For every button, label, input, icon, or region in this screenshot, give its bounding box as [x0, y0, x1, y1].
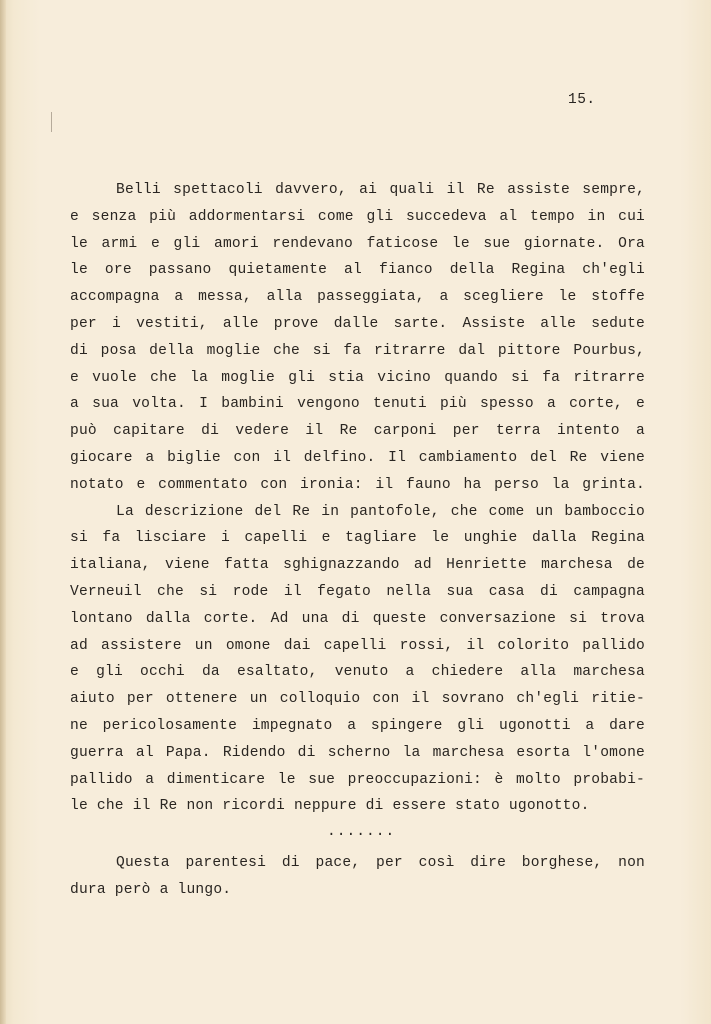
text-line: guerra al Papa. Ridendo di scherno la marchesa esorta l'omone — [70, 744, 645, 761]
main-text — [70, 177, 645, 820]
text-line: può capitare di vedere il Re carponi per terra intento a — [70, 423, 645, 440]
text-line: pallido a dimenticare le sue preoccupazioni: è molto probabi- — [70, 771, 645, 788]
margin-mark — [51, 112, 52, 132]
text-line: giocare a biglie con il delfino. Il cambiamento del Re viene — [70, 449, 645, 466]
text-line: lontano dalla corte. Ad una di queste conversazione si trova — [70, 610, 645, 627]
text-line: a sua volta. I bambini vengono tenuti più spesso a corte, e — [70, 396, 645, 413]
text-line: si fa lisciare i capelli e tagliare le unghie dalla Regina — [70, 530, 645, 547]
text-line: La descrizione del Re in pantofole, che come un bamboccio — [116, 503, 645, 520]
text-line: dura però a lungo. — [70, 881, 232, 898]
text-line: Questa parentesi di pace, per così dire borghese, non — [116, 855, 645, 871]
section-separator: ....... — [327, 824, 396, 840]
text-line: Verneuil che si rode il fegato nella sua casa di campagna — [70, 583, 645, 600]
closing-text — [70, 850, 645, 904]
text-line: ne pericolosamente impegnato a spingere gli ugonotti a dare — [70, 717, 645, 734]
page-edge-shadow — [0, 0, 6, 1024]
text-line: le ore passano quietamente al fianco della Regina ch'egli — [70, 262, 645, 279]
text-line: le che il Re non ricordi neppure di essere stato ugonotto. — [70, 798, 590, 815]
text-line: Belli spettacoli davvero, ai quali il Re assiste sempre, — [116, 182, 645, 198]
text-line: aiuto per ottenere un colloquio con il sovrano ch'egli ritie- — [70, 691, 645, 708]
text-line: le armi e gli amori rendevano faticose le sue giornate. Ora — [70, 235, 645, 252]
text-line: e senza più addormentarsi come gli succedeva al tempo in cui — [70, 208, 645, 225]
text-line: per i vestiti, alle prove dalle sarte. Assiste alle sedute — [70, 315, 645, 332]
page-number: 15. — [568, 92, 596, 108]
text-line: di posa della moglie che si fa ritrarre dal pittore Pourbus, — [70, 342, 645, 359]
text-line: accompagna a messa, alla passeggiata, a scegliere le stoffe — [70, 289, 645, 306]
text-line: italiana, viene fatta sghignazzando ad Henriette marchesa de — [70, 557, 645, 574]
text-line: e gli occhi da esaltato, venuto a chiedere alla marchesa — [70, 664, 645, 681]
text-line: e vuole che la moglie gli stia vicino quando si fa ritrarre — [70, 369, 645, 386]
text-line: ad assistere un omone dai capelli rossi, il colorito pallido — [70, 637, 645, 654]
text-line: notato e commentato con ironia: il fauno ha perso la grinta. — [70, 476, 645, 493]
